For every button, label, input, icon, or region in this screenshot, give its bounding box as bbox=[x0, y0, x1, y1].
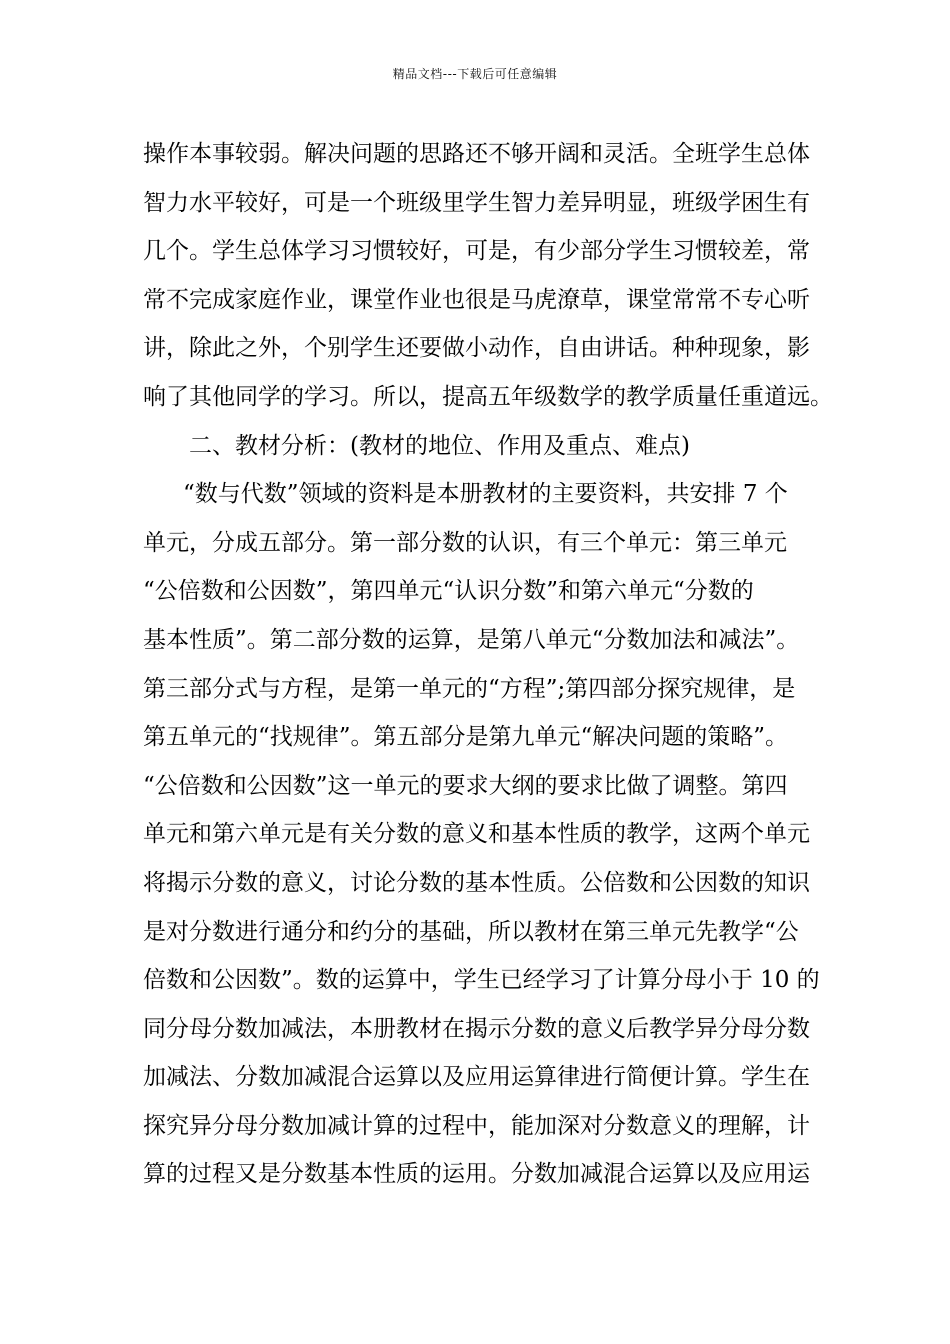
page-header: 精品文档---下载后可任意编辑 bbox=[392, 67, 558, 81]
text-line-21: 探究异分母分数加减计算的过程中，能加深对分数意义的理解，计 bbox=[143, 1112, 810, 1139]
text-line-16: 将揭示分数的意义，讨论分数的基本性质。公倍数和公因数的知识 bbox=[143, 869, 810, 896]
body-text bbox=[143, 130, 833, 1199]
text-line-19: 同分母分数加减法，本册教材在揭示分数的意义后教学异分母分数 bbox=[143, 1015, 810, 1042]
section-heading: 二、教材分析：(教材的地位、作用及重点、难点) bbox=[189, 432, 690, 459]
paragraph-first-line: “数与代数”领域的资料是本册教材的主要资料，共安排 7 个 bbox=[183, 481, 788, 508]
text-line-9: 单元，分成五部分。第一部分数的认识，有三个单元：第三单元 bbox=[143, 529, 787, 556]
text-line-2: 智力水平较好，可是一个班级里学生智力差异明显，班级学困生有 bbox=[143, 189, 810, 216]
text-line-11: 基本性质”。第二部分数的运算，是第八单元“分数加法和减法”。 bbox=[143, 626, 800, 653]
text-line-3: 几个。学生总体学习习惯较好，可是，有少部分学生习惯较差，常 bbox=[143, 238, 810, 265]
text-line-20: 加减法、分数加减混合运算以及应用运算律进行简便计算。学生在 bbox=[143, 1064, 810, 1091]
text-line-6: 响了其他同学的学习。所以，提高五年级数学的教学质量任重道远。 bbox=[143, 383, 833, 410]
text-line-10: “公倍数和公因数”，第四单元“认识分数”和第六单元“分数的 bbox=[143, 578, 754, 605]
text-line-17: 是对分数进行通分和约分的基础，所以教材在第三单元先教学“公 bbox=[143, 918, 799, 945]
text-line-15: 单元和第六单元是有关分数的意义和基本性质的教学，这两个单元 bbox=[143, 821, 810, 848]
text-line-1: 操作本事较弱。解决问题的思路还不够开阔和灵活。全班学生总体 bbox=[143, 141, 810, 167]
text-line-22: 算的过程又是分数基本性质的运用。分数加减混合运算以及应用运 bbox=[143, 1161, 810, 1188]
text-line-14: “公倍数和公因数”这一单元的要求大纲的要求比做了调整。第四 bbox=[143, 772, 788, 799]
text-line-18: 倍数和公因数”。数的运算中，学生已经学习了计算分母小于 10 的 bbox=[143, 967, 820, 994]
text-line-4: 常不完成家庭作业，课堂作业也很是马虎潦草，课堂常常不专心听 bbox=[143, 286, 810, 313]
text-line-5: 讲，除此之外，个别学生还要做小动作，自由讲话。种种现象，影 bbox=[143, 335, 810, 362]
text-line-12: 第三部分式与方程，是第一单元的“方程”;第四部分探究规律，是 bbox=[143, 675, 796, 702]
text-line-13: 第五单元的“找规律”。第五部分是第九单元“解决问题的策略”。 bbox=[143, 724, 789, 751]
